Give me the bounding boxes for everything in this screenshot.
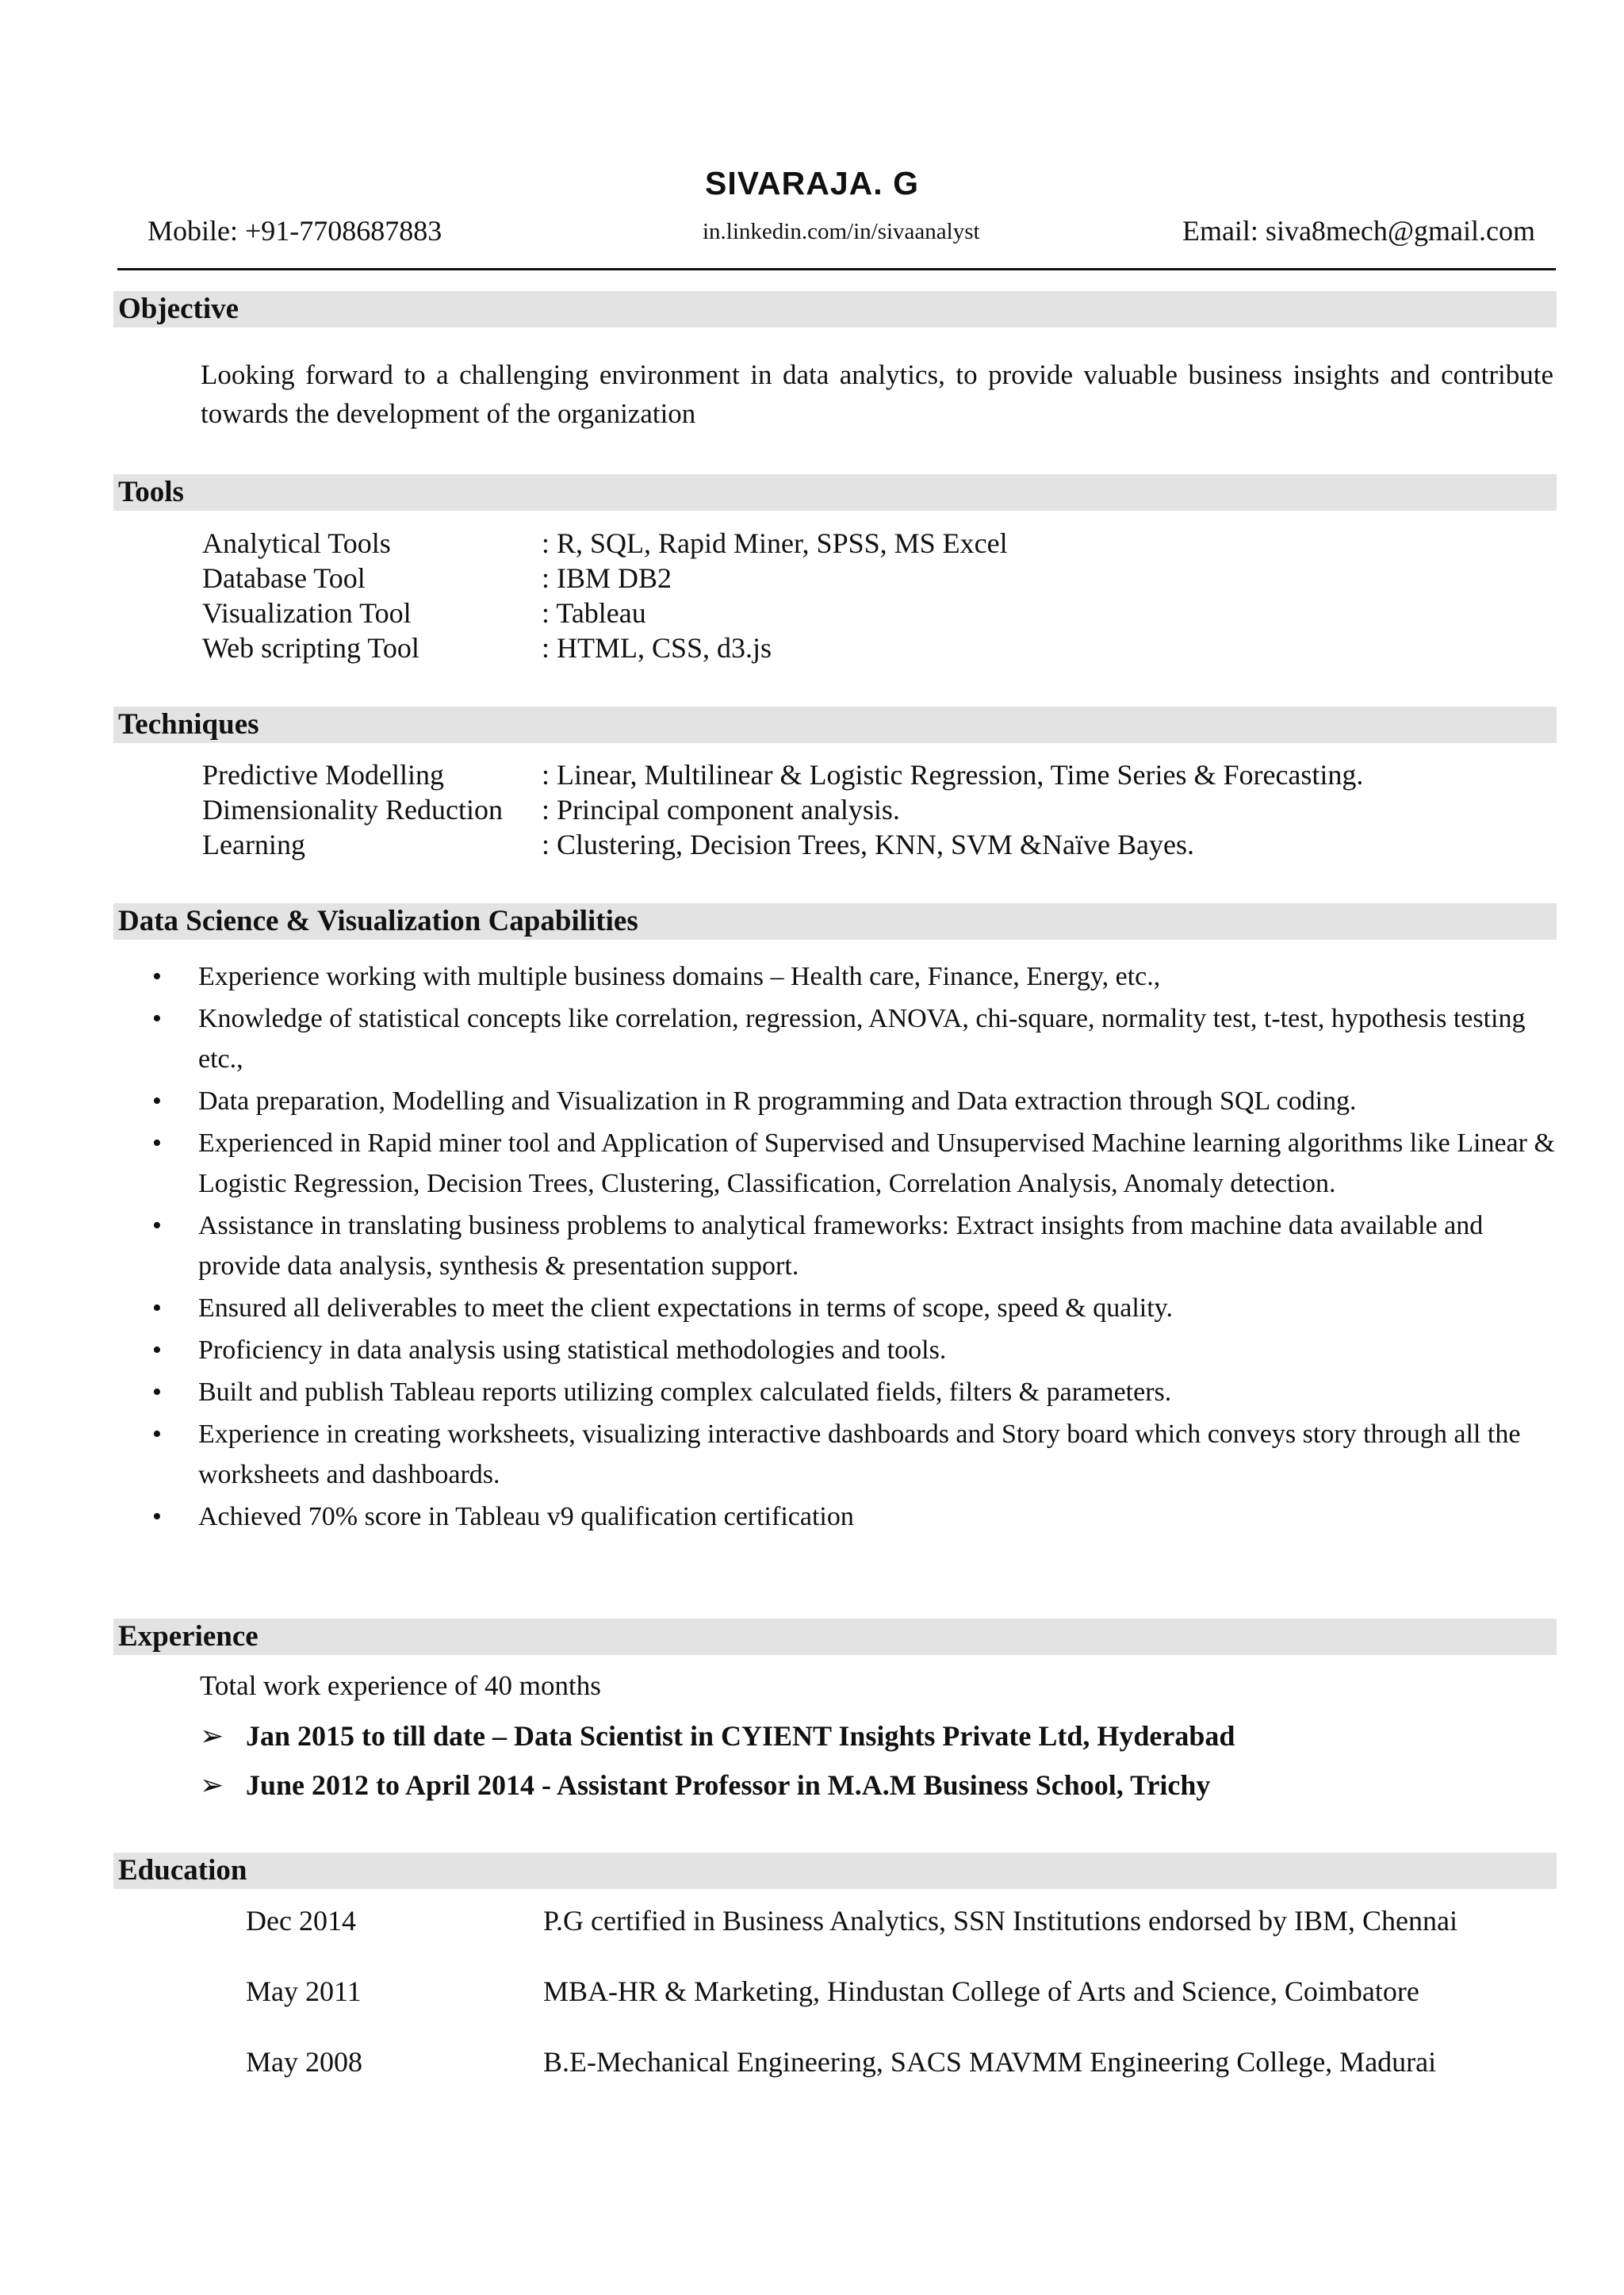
- capability-text: Data preparation, Modelling and Visualization in R programming and Data extraction through SQL coding.: [198, 1086, 1357, 1116]
- list-item: [147, 1123, 1559, 1204]
- education-description: B.E-Mechanical Engineering, SACS MAVMM Engineering College, Madurai: [543, 2046, 1437, 2078]
- experience-text: Jan 2015 to till date – Data Scientist in CYIENT Insights Private Ltd, Hyderabad: [246, 1720, 1235, 1752]
- tools-row: [202, 526, 1550, 561]
- section-heading-experience: Experience: [113, 1619, 1557, 1655]
- education-description: P.G certified in Business Analytics, SSN Institutions endorsed by IBM, Chennai: [543, 1905, 1457, 1937]
- technique-category: Learning: [202, 829, 305, 860]
- technique-category: Dimensionality Reduction: [202, 794, 503, 826]
- education-date: Dec 2014: [246, 1905, 356, 1937]
- linkedin-link[interactable]: in.linkedin.com/in/sivaanalyst: [703, 219, 980, 244]
- list-item: [147, 1081, 1559, 1121]
- education-date: May 2011: [246, 1975, 362, 2007]
- bullet-icon: •: [152, 1211, 162, 1240]
- tool-category: Visualization Tool: [202, 597, 412, 629]
- technique-category: Predictive Modelling: [202, 759, 444, 791]
- capability-text: Achieved 70% score in Tableau v9 qualification certification: [198, 1502, 854, 1531]
- bullet-icon: •: [152, 1086, 162, 1116]
- education-description: MBA-HR & Marketing, Hindustan College of Arts and Science, Coimbatore: [543, 1975, 1419, 2007]
- tool-category: Web scripting Tool: [202, 632, 419, 664]
- section-heading-techniques: Techniques: [113, 707, 1557, 743]
- experience-total: Total work experience of 40 months: [200, 1670, 601, 1701]
- tool-value: : IBM DB2: [542, 562, 672, 594]
- techniques-list: [202, 757, 1550, 862]
- technique-value: : Clustering, Decision Trees, KNN, SVM &Naïve Bayes.: [542, 829, 1194, 860]
- mobile-number: Mobile: +91-7708687883: [147, 215, 442, 247]
- tool-category: Analytical Tools: [202, 527, 391, 559]
- tools-row: [202, 630, 1550, 665]
- experience-text: June 2012 to April 2014 - Assistant Professor in M.A.M Business School, Trichy: [246, 1769, 1211, 1801]
- capability-text: Experience in creating worksheets, visualizing interactive dashboards and Story board which conveys story through all the worksheets and dashboards.: [198, 1420, 1521, 1489]
- bullet-icon: •: [152, 1377, 162, 1407]
- arrow-bullet-icon: ➢: [200, 1769, 224, 1801]
- section-heading-education: Education: [113, 1852, 1557, 1889]
- education-date: May 2008: [246, 2046, 362, 2078]
- list-item: [147, 1288, 1559, 1328]
- list-item: [147, 956, 1559, 997]
- tools-row: [202, 596, 1550, 630]
- capability-text: Knowledge of statistical concepts like correlation, regression, ANOVA, chi-square, normality test, t-test, hypothesis testing etc.,: [198, 1004, 1526, 1074]
- bullet-icon: •: [152, 1004, 162, 1033]
- tool-value: : HTML, CSS, d3.js: [542, 632, 772, 664]
- list-item: [147, 1205, 1559, 1286]
- objective-text: Looking forward to a challenging environment in data analytics, to provide valuable business insights and contribute towards the development of the organization: [201, 359, 1553, 429]
- list-item: [147, 998, 1559, 1079]
- tool-value: : Tableau: [542, 597, 646, 629]
- capability-text: Experienced in Rapid miner tool and Application of Supervised and Unsupervised Machine learning algorithms like Linear & Logistic Regression, Decision Trees, Clustering, Classification, Correlation Analysis, Anomaly detection.: [198, 1128, 1555, 1198]
- bullet-icon: •: [152, 962, 162, 991]
- header-divider: [117, 268, 1556, 270]
- list-item: [147, 1372, 1559, 1412]
- capability-text: Experience working with multiple business domains – Health care, Finance, Energy, etc.,: [198, 962, 1161, 991]
- capability-text: Assistance in translating business problems to analytical frameworks: Extract insights from machine data available and provide data analysis, synthesis & presentation support.: [198, 1211, 1484, 1281]
- tool-value: : R, SQL, Rapid Miner, SPSS, MS Excel: [542, 527, 1008, 559]
- email-address[interactable]: Email: siva8mech@gmail.com: [1182, 215, 1535, 247]
- section-heading-tools: Tools: [113, 474, 1557, 511]
- bullet-icon: •: [152, 1293, 162, 1323]
- capability-text: Built and publish Tableau reports utilizing complex calculated fields, filters & parameters.: [198, 1377, 1172, 1407]
- technique-value: : Linear, Multilinear & Logistic Regression, Time Series & Forecasting.: [542, 759, 1364, 791]
- list-item: [147, 1414, 1559, 1495]
- bullet-icon: •: [152, 1128, 162, 1158]
- tools-list: [202, 526, 1550, 665]
- capability-text: Proficiency in data analysis using statistical methodologies and tools.: [198, 1335, 947, 1365]
- candidate-name: SIVARAJA. G: [705, 165, 919, 201]
- bullet-icon: •: [152, 1335, 162, 1365]
- list-item: [147, 1496, 1559, 1537]
- bullet-icon: •: [152, 1502, 162, 1531]
- section-heading-capabilities: Data Science & Visualization Capabilities: [113, 903, 1557, 940]
- technique-row: [202, 792, 1550, 827]
- contact-line: [147, 214, 1535, 254]
- tool-category: Database Tool: [202, 562, 366, 594]
- section-heading-objective: Objective: [113, 291, 1557, 328]
- capability-text: Ensured all deliverables to meet the client expectations in terms of scope, speed & quality.: [198, 1293, 1173, 1323]
- arrow-bullet-icon: ➢: [200, 1720, 224, 1752]
- list-item: [147, 1330, 1559, 1370]
- technique-row: [202, 757, 1550, 792]
- technique-value: : Principal component analysis.: [542, 794, 900, 826]
- technique-row: [202, 827, 1550, 862]
- capabilities-list: [147, 956, 1559, 1538]
- bullet-icon: •: [152, 1420, 162, 1449]
- tools-row: [202, 561, 1550, 596]
